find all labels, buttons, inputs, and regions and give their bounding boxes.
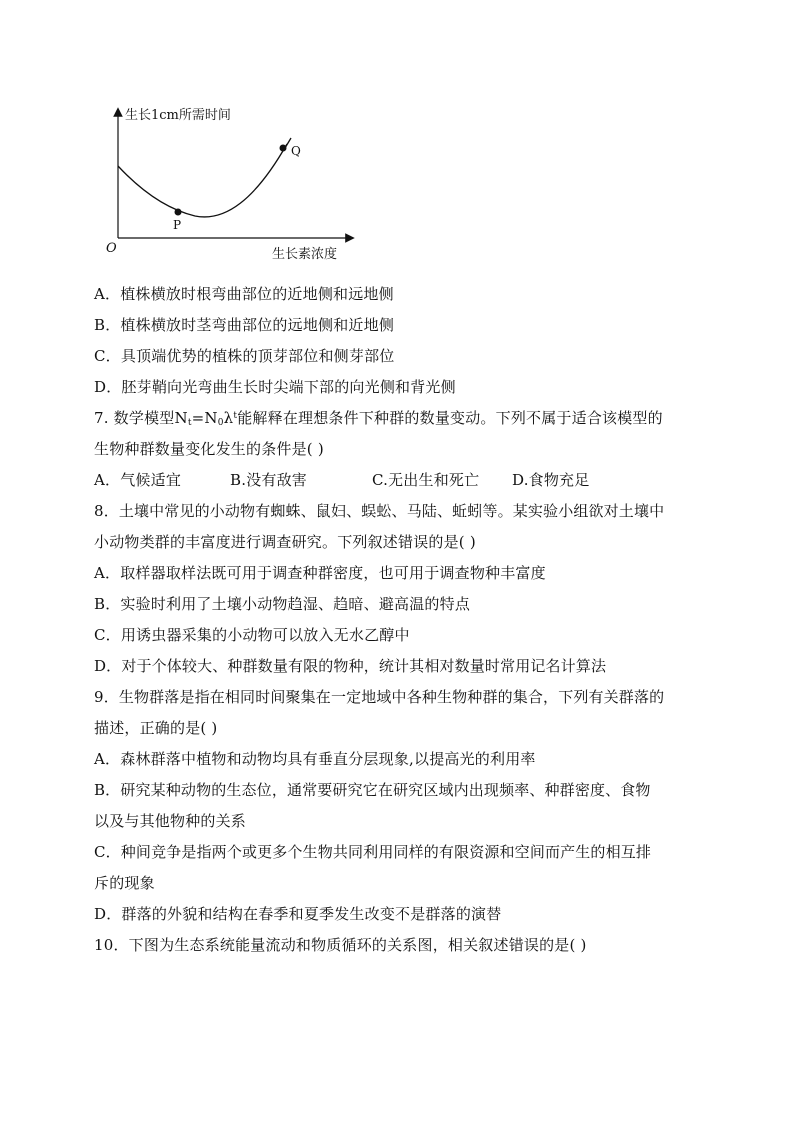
q7-stem-post: 能解释在理想条件下种群的数量变动。下列不属于适合该模型的 <box>237 409 663 427</box>
q7-stem-line-1 <box>94 403 704 434</box>
q7-options-row <box>94 465 704 496</box>
q9-option-c-line-2: 斥的现象 <box>94 874 155 892</box>
x-axis-label: 生长素浓度 <box>272 247 338 262</box>
q8-option-a: A．取样器取样法既可用于调查种群密度，也可用于调查物种丰富度 <box>94 564 546 582</box>
q7-option-a: A．气候适宜 <box>94 471 182 489</box>
q6-option-b: B．植株横放时茎弯曲部位的远地侧和近地侧 <box>94 316 395 334</box>
q9-stem-line-2: 描述，正确的是( ) <box>94 719 218 737</box>
q7-option-d: D.食物充足 <box>512 471 590 489</box>
q6-option-a: A．植株横放时根弯曲部位的近地侧和远地侧 <box>94 285 394 303</box>
q7-option-b: B.没有敌害 <box>230 471 307 489</box>
point-q <box>280 145 287 152</box>
origin-label: O <box>106 241 117 256</box>
q7-sub-t: t <box>187 418 192 428</box>
q9-option-b-line-1: B．研究某种动物的生态位，通常要研究它在研究区域内出现频率、种群密度、食物 <box>94 781 651 799</box>
q6-option-d: D．胚芽鞘向光弯曲生长时尖端下部的向光侧和背光侧 <box>94 378 456 396</box>
q10-stem: 10．下图为生态系统能量流动和物质循环的关系图，相关叙述错误的是( ) <box>94 936 587 954</box>
growth-curve <box>118 144 287 217</box>
point-q-label: Q <box>291 144 301 158</box>
q7-stem-line-2: 生物种群数量变化发生的条件是( ) <box>94 440 324 458</box>
q7-eq: =N <box>191 409 218 427</box>
auxin-growth-curve-svg <box>100 100 360 268</box>
q9-stem-line-1: 9．生物群落是指在相同时间聚集在一定地域中各种生物种群的集合，下列有关群落的 <box>94 688 665 706</box>
q7-option-c: C.无出生和死亡 <box>372 471 480 489</box>
q8-stem-line-1: 8．土壤中常见的小动物有蜘蛛、鼠妇、蜈蚣、马陆、蚯蚓等。某实验小组欲对土壤中 <box>94 502 665 520</box>
question-text <box>94 279 704 961</box>
q7-sub-0: 0 <box>217 418 224 428</box>
q8-option-c: C．用诱虫器采集的小动物可以放入无水乙醇中 <box>94 626 410 644</box>
q7-sup-t: t <box>233 411 238 421</box>
q8-option-d: D．对于个体较大、种群数量有限的物种，统计其相对数量时常用记名计算法 <box>94 657 607 675</box>
point-p-label: P <box>173 218 182 232</box>
q9-option-b-line-2: 以及与其他物种的关系 <box>94 812 247 830</box>
q8-option-b: B．实验时利用了土壤小动物趋湿、趋暗、避高温的特点 <box>94 595 471 613</box>
q7-lambda: λ <box>223 409 234 427</box>
y-axis-label: 生长1cm所需时间 <box>125 108 231 123</box>
q9-option-a: A．森林群落中植物和动物均具有垂直分层现象,以提高光的利用率 <box>94 750 536 768</box>
auxin-growth-figure <box>100 100 360 268</box>
point-p <box>175 209 182 216</box>
q8-stem-line-2: 小动物类群的丰富度进行调查研究。下列叙述错误的是( ) <box>94 533 476 551</box>
q9-option-c-line-1: C．种间竞争是指两个或更多个生物共同利用同样的有限资源和空间而产生的相互排 <box>94 843 652 861</box>
q7-stem-pre: 7. 数学模型N <box>94 409 188 427</box>
q9-option-d: D．群落的外貌和结构在春季和夏季发生改变不是群落的演替 <box>94 905 502 923</box>
q6-option-c: C．具顶端优势的植株的顶芽部位和侧芽部位 <box>94 347 395 365</box>
